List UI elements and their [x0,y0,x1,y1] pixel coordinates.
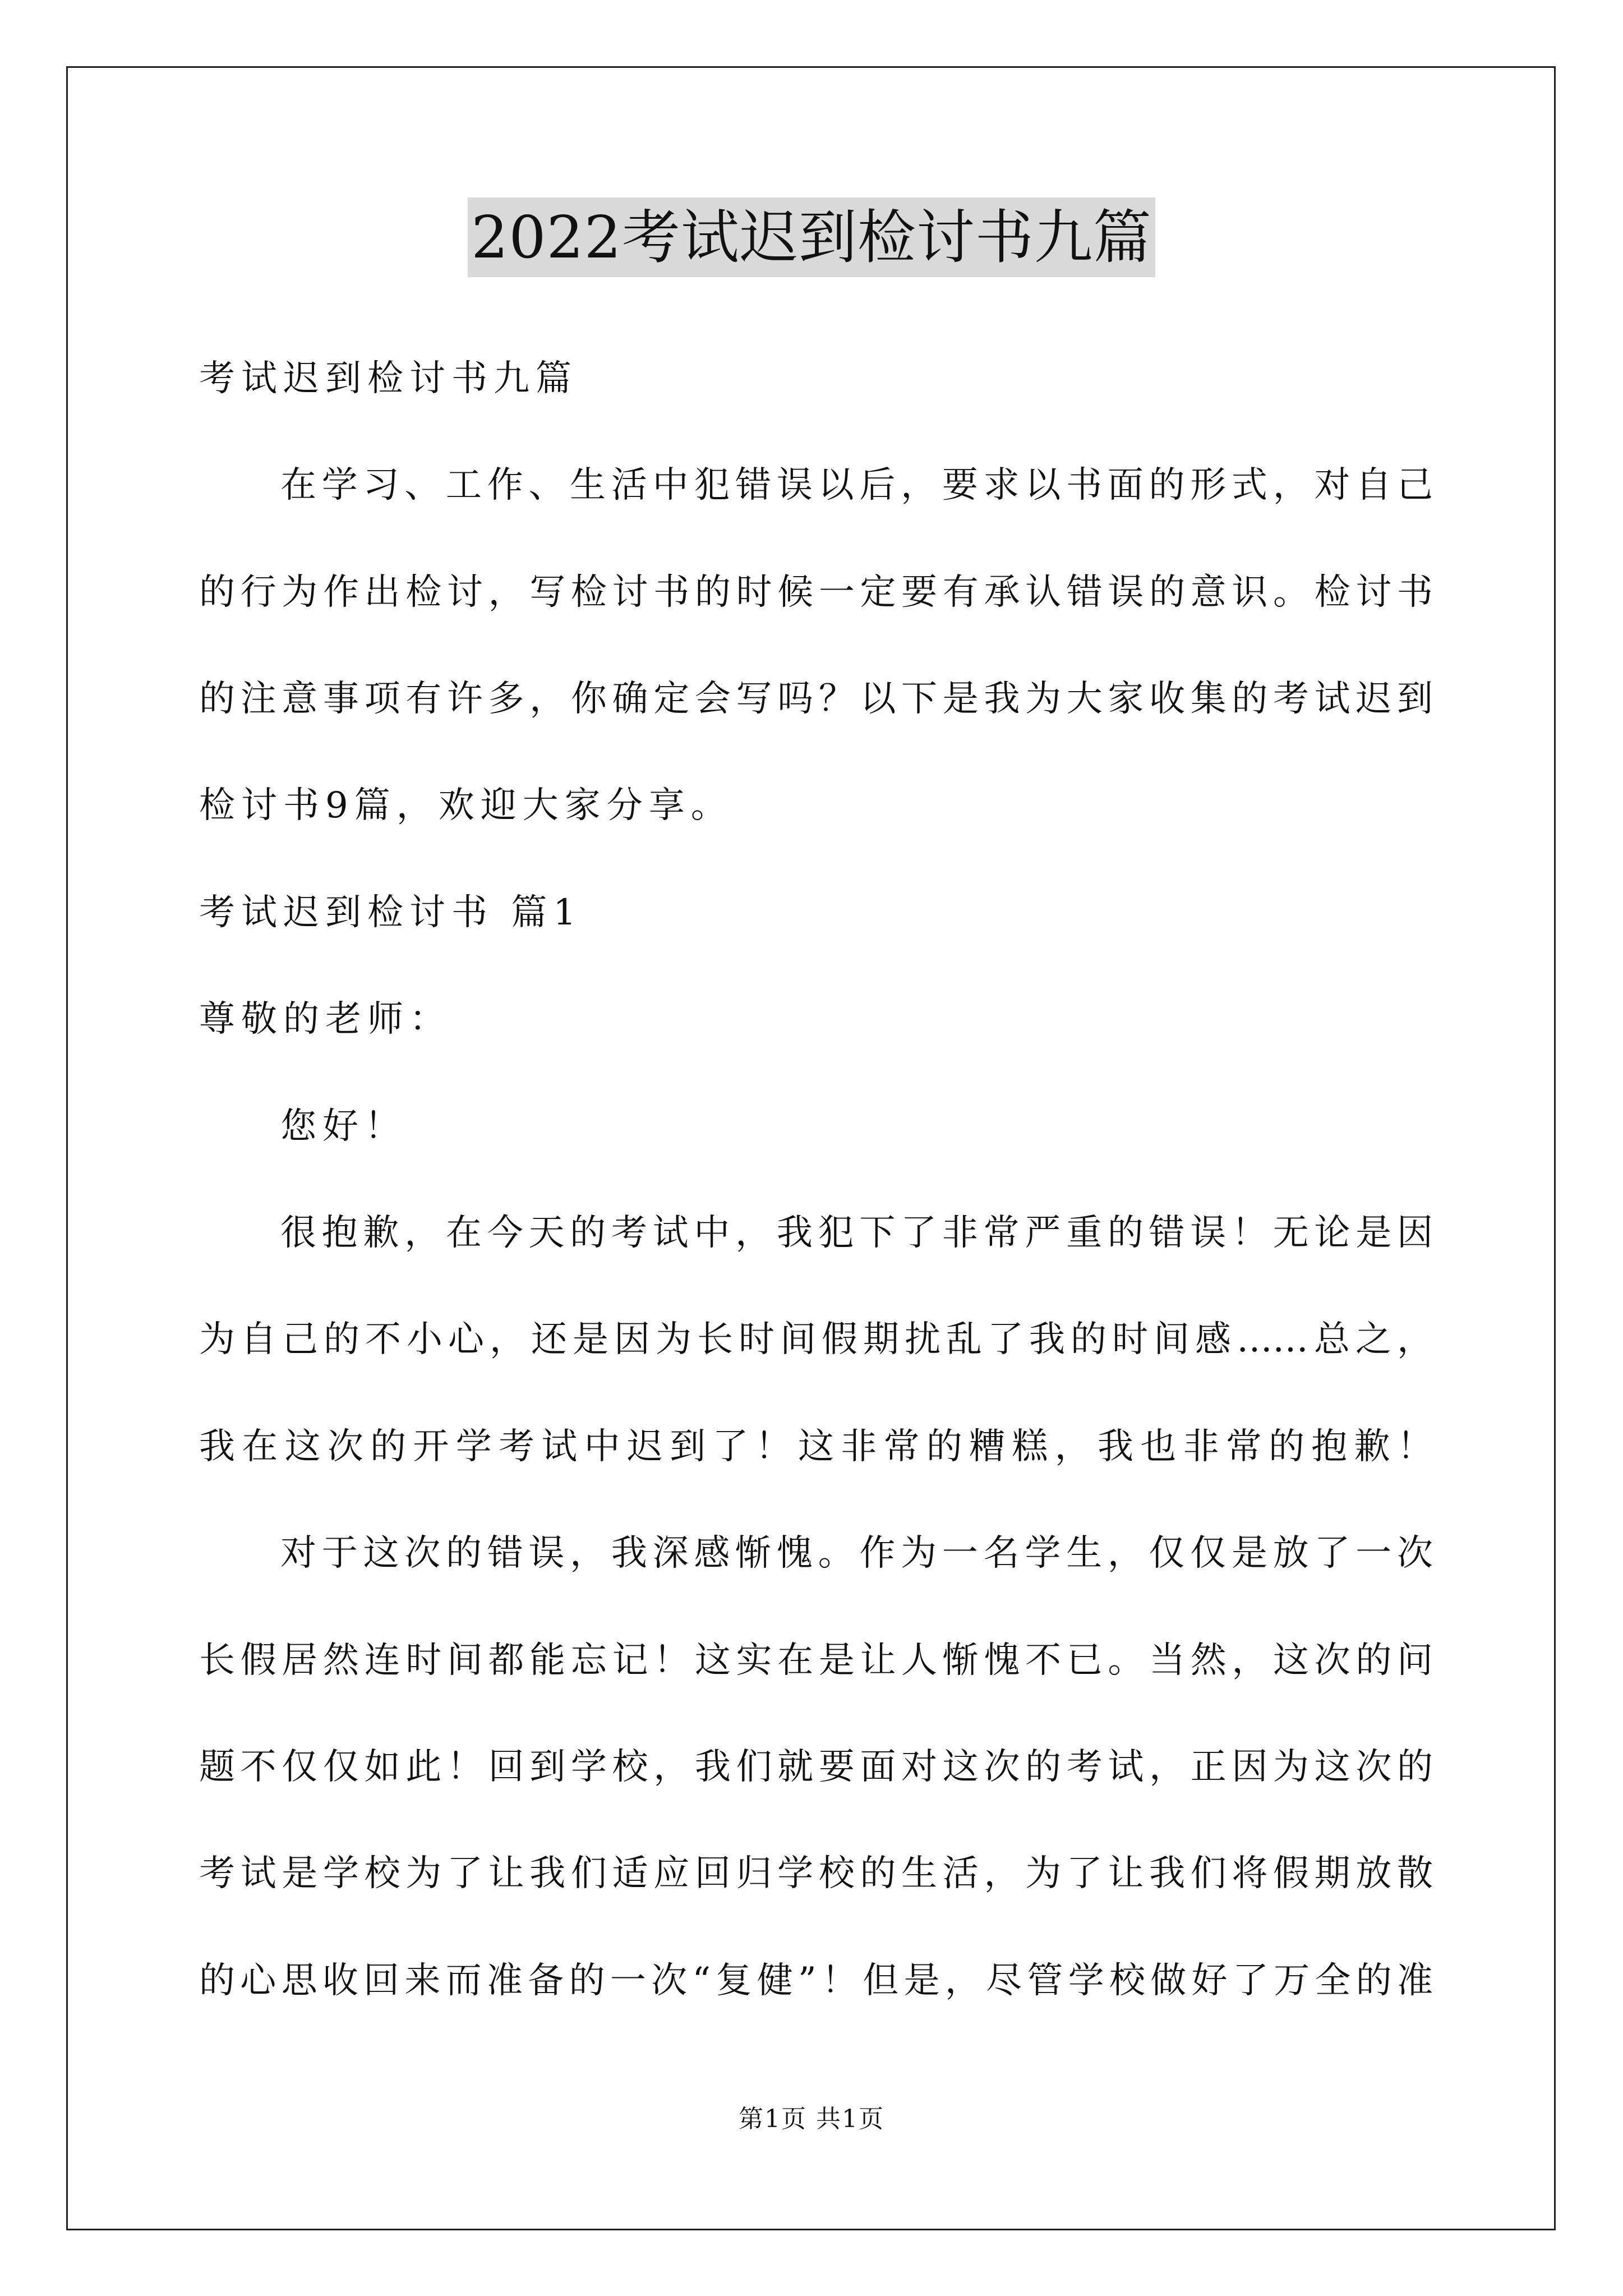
paragraph-line: 长假居然连时间都能忘记！这实在是让人惭愧不已。当然，这次的问 [199,1640,1433,1681]
salutation: 尊敬的老师： [199,999,451,1040]
paragraph-line: 考试是学校为了让我们适应回归学校的生活，为了让我们将假期放散 [199,1853,1433,1894]
intro-line: 在学习、工作、生活中犯错误以后，要求以书面的形式，对自己 [280,464,1433,506]
page-footer: 第1页 共1页 [739,2105,884,2133]
paragraph-line: 很抱歉，在今天的考试中，我犯下了非常严重的错误！无论是因 [280,1212,1433,1254]
paragraph-line: 对于这次的错误，我深感惭愧。作为一名学生，仅仅是放了一次 [280,1533,1433,1574]
intro-line: 的行为作出检讨，写检讨书的时候一定要有承认错误的意识。检讨书 [199,572,1433,613]
intro-line: 的注意事项有许多，你确定会写吗？以下是我为大家收集的考试迟到 [199,678,1433,720]
paragraph-line: 题不仅仅如此！回到学校，我们就要面对这次的考试，正因为这次的 [199,1746,1433,1788]
section-heading: 考试迟到检讨书 篇1 [199,892,583,933]
intro-line: 检讨书9篇，欢迎大家分享。 [199,785,733,826]
paragraph-line: 为自己的不小心，还是因为长时间假期扰乱了我的时间感……总之， [199,1319,1433,1360]
paragraph-line: 的心思收回来而准备的一次“复健”！但是，尽管学校做好了万全的准 [199,1960,1433,2001]
title-container [0,197,1623,277]
document-title: 2022考试迟到检讨书九篇 [468,197,1155,277]
paragraph-line: 我在这次的开学考试中迟到了！这非常的糟糕，我也非常的抱歉！ [199,1426,1433,1467]
greeting: 您好！ [280,1106,407,1147]
document-subtitle: 考试迟到检讨书九篇 [199,358,578,399]
